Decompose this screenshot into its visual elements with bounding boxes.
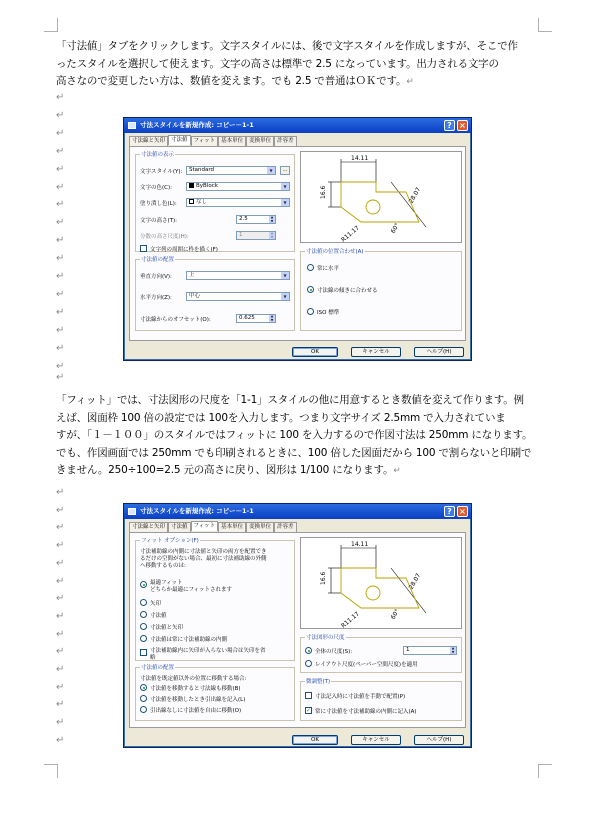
vertical-value: 上 <box>189 272 195 278</box>
crop-mark-top-left <box>44 18 58 32</box>
app-icon <box>128 508 136 515</box>
frame-checkbox[interactable] <box>140 245 147 252</box>
crop-mark-bottom-right <box>538 764 552 778</box>
frame-label: 文字列の周囲に枠を描く(F) <box>150 247 218 253</box>
paragraph-text-tab <box>56 38 536 92</box>
dimension-style-dialog-fit <box>123 503 472 748</box>
placement-option-label: 寸法値を移動したとき引出線を記入(L) <box>150 697 246 703</box>
tab-alternate-units[interactable]: 変換単位 <box>246 522 274 532</box>
group-fine-tuning <box>300 681 462 721</box>
spinner-icon[interactable]: ▲ ▼ <box>270 215 274 223</box>
fill-color-select[interactable] <box>186 198 290 207</box>
tab-lines-arrows[interactable]: 寸法線と矢印 <box>129 136 168 146</box>
text-color-select[interactable] <box>186 182 290 191</box>
paragraph-line: ったスタイルを選択して使えます。文字の高さは標準で 2.5 になっています。出力される文字の <box>56 57 499 70</box>
fit-option-label: 最適フィット どちらか最適にフィットされます <box>150 580 233 593</box>
dimension-preview-drawing <box>301 152 461 242</box>
placement-move-line-radio[interactable] <box>140 684 147 691</box>
preview-label: R11.17 <box>340 610 361 628</box>
spinner-icon[interactable]: ▲ ▼ <box>270 314 274 322</box>
color-swatch <box>189 183 194 188</box>
fraction-scale-input <box>236 231 276 240</box>
chevron-down-icon: ▼ <box>281 183 289 190</box>
offset-label: 寸法線からのオフセット(O): <box>140 317 211 323</box>
paragraph-mark: ↵ <box>56 610 65 622</box>
crop-mark-bottom-left <box>44 764 58 778</box>
align-option-label: 常に水平 <box>317 266 340 272</box>
placement-option-label: 引出線なしに寸法値を自由に移動(O) <box>150 708 242 714</box>
color-swatch <box>189 199 194 204</box>
preview-label: 16.6 <box>320 571 327 585</box>
paragraph-mark: ↵ <box>56 324 65 336</box>
group-title: 寸法値の配置 <box>141 257 175 263</box>
tab-panel <box>129 532 466 728</box>
help-button[interactable]: ヘルプ(H) <box>414 347 464 357</box>
paragraph-mark: ↵ <box>56 360 65 372</box>
paragraph-mark: ↵ <box>56 127 65 139</box>
ok-button[interactable]: OK <box>292 347 338 357</box>
preview-label: 60° <box>389 608 402 621</box>
paragraph-line: すが、「１－１００」のスタイルではフィットに 100 を入力するので作図寸法は 250mm になります。 <box>56 429 533 441</box>
paragraph-mark: ↵ <box>56 487 65 498</box>
group-text-alignment <box>300 251 462 331</box>
paragraph-mark: ↵ <box>56 699 65 711</box>
offset-input[interactable] <box>236 314 276 323</box>
tab-text[interactable]: 寸法値 <box>168 522 191 532</box>
text-style-select[interactable] <box>186 166 276 175</box>
text-placement-description: 寸法値を既定値以外の位置に移動する場合: <box>140 676 247 682</box>
paragraph-mark: ↵ <box>56 342 65 354</box>
layout-scale-radio[interactable] <box>305 660 312 667</box>
offset-value: 0.625 <box>239 315 255 321</box>
app-icon <box>128 122 136 129</box>
preview-label: 28.07 <box>407 186 423 205</box>
paragraph-mark: ↵ <box>56 522 65 534</box>
dimension-style-dialog-text <box>123 117 472 361</box>
fit-option-label: 寸法値と矢印 <box>150 625 184 631</box>
paragraph-fit-tab <box>56 392 536 481</box>
text-color-value: ByBlock <box>196 183 218 189</box>
group-title: フィット オプション(F) <box>141 538 199 544</box>
paragraph-mark: ↵ <box>56 163 65 175</box>
placement-option-label: 寸法値を移動すると寸法線も移動(B) <box>150 686 241 692</box>
text-height-label: 文字の高さ(T): <box>140 218 178 224</box>
preview-label: 60° <box>389 222 402 235</box>
overall-scale-radio[interactable] <box>305 647 312 654</box>
placement-free-radio[interactable] <box>140 706 147 713</box>
group-title: 寸法値の位置合わせ(A) <box>306 249 364 255</box>
paragraph-line: えば、図面枠 100 倍の設定では 100を入力します。つまり文字サイズ 2.5mm で入力されていま <box>56 411 506 424</box>
fit-best-radio[interactable] <box>140 581 147 588</box>
close-icon[interactable]: × <box>457 506 468 517</box>
align-iso-radio[interactable] <box>307 308 314 315</box>
fit-description: 寸法補助線の内側に寸法値と矢印の両方を配置できるだけの空間がない場合、最初に寸法補助線の外側へ移動するものは: <box>140 549 267 569</box>
tab-primary-units[interactable]: 基本単位 <box>218 136 246 146</box>
group-title: 寸法値の配置 <box>141 665 175 671</box>
cancel-button[interactable]: キャンセル <box>351 347 401 357</box>
paragraph-mark: ↵ <box>56 235 65 247</box>
paragraph-mark: ↵ <box>56 109 65 121</box>
preview-label: R11.17 <box>340 224 361 242</box>
text-height-input[interactable] <box>236 215 276 224</box>
fraction-scale-label: 分数の高さ尺度(H): <box>140 234 189 240</box>
paragraph-mark: ↵ <box>56 628 65 640</box>
tab-alternate-units[interactable]: 変換単位 <box>246 136 274 146</box>
tab-strip <box>129 136 297 146</box>
paragraph-mark: ↵ <box>56 181 65 193</box>
chevron-down-icon: ▼ <box>281 272 289 279</box>
paragraph-mark: ↵ <box>56 288 65 300</box>
paragraph-mark: ↵ <box>56 92 65 103</box>
text-style-browse-button[interactable]: … <box>280 166 290 175</box>
vertical-label: 垂直方向(V): <box>140 274 172 280</box>
group-text-placement <box>135 667 295 721</box>
paragraph-mark: ↵ <box>56 681 65 693</box>
tab-panel <box>129 146 466 341</box>
paragraph-mark: ↵ <box>56 253 65 265</box>
horizontal-label: 水平方向(Z): <box>140 295 172 301</box>
align-option-label: ISO 標準 <box>317 310 340 316</box>
group-title: 寸法値の表示 <box>141 152 175 158</box>
fill-color-value: なし <box>196 199 208 205</box>
text-height-value: 2.5 <box>239 216 248 222</box>
paragraph-mark: ↵ <box>56 372 65 383</box>
overall-scale-value: 1 <box>406 647 410 653</box>
cancel-button[interactable]: キャンセル <box>351 735 401 745</box>
suppress-arrows-label: 寸法補助線内に矢印が入らない場合は矢印を省略 <box>150 648 266 661</box>
manual-place-label: 寸法記入時に寸法値を手動で配置(P) <box>315 694 406 700</box>
align-option-label: 寸法線の傾きに合わせる <box>317 288 378 294</box>
tab-fit[interactable]: フィット <box>191 521 219 531</box>
crop-mark-top-right <box>538 18 552 32</box>
group-scale <box>300 637 462 673</box>
tab-tolerances[interactable]: 許容差 <box>274 522 297 532</box>
fit-always-inside-radio[interactable] <box>140 635 147 642</box>
spinner-icon[interactable]: ▲ ▼ <box>451 646 455 654</box>
paragraph-mark: ↵ <box>56 540 65 552</box>
placement-leader-radio[interactable] <box>140 695 147 702</box>
help-icon[interactable]: ? <box>444 120 455 131</box>
align-with-line-radio[interactable] <box>307 286 314 293</box>
preview-pane <box>300 151 462 243</box>
preview-label: 14.11 <box>351 155 369 162</box>
fit-text-radio[interactable] <box>140 611 147 618</box>
paragraph-mark: ↵ <box>56 557 65 569</box>
fill-color-label: 塗り潰し色(L): <box>140 201 177 207</box>
vertical-select[interactable] <box>186 271 290 280</box>
help-button[interactable]: ヘルプ(H) <box>414 735 464 745</box>
paragraph-mark: ↵ <box>56 664 65 675</box>
overall-scale-label: 全体の尺度(S): <box>315 649 353 655</box>
align-horizontal-radio[interactable] <box>307 264 314 271</box>
tab-fit[interactable]: フィット <box>191 136 219 146</box>
preview-label: 16.6 <box>320 185 327 199</box>
text-color-label: 文字の色(C): <box>140 185 172 191</box>
paragraph-mark: ↵ <box>56 306 65 318</box>
group-text-placement <box>135 259 295 331</box>
paragraph-line: 「寸法値」タブをクリックします。文字スタイルには、後で文字スタイルを作成しますが、そこで作 <box>56 40 518 52</box>
paragraph-mark: ↵ <box>56 734 65 746</box>
preview-label: 28.07 <box>407 572 423 591</box>
paragraph-mark: ↵ <box>56 504 65 516</box>
dialog-titlebar <box>124 504 471 519</box>
group-title: 寸法図形の尺度 <box>306 635 345 641</box>
dimension-preview-drawing <box>301 538 461 628</box>
manual-place-checkbox[interactable] <box>305 692 312 699</box>
group-fit-options <box>135 540 295 661</box>
paragraph-mark: ↵ <box>56 217 65 229</box>
paragraph-mark: ↵ <box>56 271 65 282</box>
fit-option-label: 寸法値は常に寸法補助線の内側 <box>150 637 228 643</box>
overall-scale-input[interactable] <box>403 646 457 655</box>
preview-pane <box>300 537 462 629</box>
fraction-scale-value: 1 <box>239 232 243 238</box>
paragraph-mark: ↵ <box>56 575 65 587</box>
paragraph-mark: ↵ <box>56 646 65 658</box>
always-draw-label: 常に寸法値を寸法補助線の内側に記入(A) <box>315 709 417 715</box>
tab-primary-units[interactable]: 基本単位 <box>218 522 246 532</box>
paragraph-mark: ↵ <box>56 145 65 157</box>
paragraph-mark: ↵ <box>56 593 65 605</box>
tab-text[interactable]: 寸法値 <box>168 135 191 145</box>
fit-arrows-radio[interactable] <box>140 599 147 606</box>
fit-option-label: 矢印 <box>150 601 162 607</box>
tab-lines-arrows[interactable]: 寸法線と矢印 <box>129 522 168 532</box>
text-style-value: Standard <box>189 167 215 173</box>
paragraph-line: 「フィット」では、寸法図形の尺度を「1-1」スタイルの他に用意するとき数値を変えて作ります。例 <box>56 394 524 406</box>
paragraph-line: 高さなので変更したい方は、数値を変えます。でも 2.5 で普通はＯＫです。↵ <box>56 75 414 87</box>
group-text-appearance <box>135 154 295 252</box>
paragraph-line: でも、作図画面では 250mm でも印刷されるときに、100 倍した図面だから 100 で割らないと印刷で <box>56 446 532 459</box>
horizontal-select[interactable] <box>186 292 290 301</box>
dialog-title: 寸法スタイルを新規作成: コピー－1-1 <box>140 121 254 129</box>
chevron-down-icon: ▼ <box>281 293 289 300</box>
preview-label: 14.11 <box>351 541 369 548</box>
fit-both-radio[interactable] <box>140 623 147 630</box>
horizontal-value: 中心 <box>189 293 201 299</box>
chevron-down-icon: ▼ <box>281 199 289 206</box>
tab-tolerances[interactable]: 許容差 <box>274 136 297 146</box>
fit-option-label: 寸法値 <box>150 613 167 619</box>
chevron-down-icon: ▼ <box>267 167 275 174</box>
always-draw-checkbox[interactable]: ✓ <box>306 707 312 714</box>
paragraph-mark: ↵ <box>56 199 65 211</box>
paragraph-mark: ↵ <box>56 717 65 729</box>
suppress-arrows-checkbox[interactable] <box>140 649 147 656</box>
tab-strip <box>129 522 297 532</box>
close-icon[interactable]: × <box>457 120 468 131</box>
group-title: 微調整(T) <box>306 679 331 685</box>
layout-scale-label: レイアウト尺度(ペーパー空間尺度)を適用 <box>315 662 418 668</box>
spinner-icon: ▲ ▼ <box>270 231 274 239</box>
dialog-title: 寸法スタイルを新規作成: コピー－1-1 <box>140 507 254 515</box>
ok-button[interactable]: OK <box>292 735 338 745</box>
text-style-label: 文字スタイル(Y): <box>140 169 183 175</box>
help-icon[interactable]: ? <box>444 506 455 517</box>
paragraph-line: きません。250÷100=2.5 元の高さに戻り、図形は 1/100 になります。↵ <box>56 464 401 476</box>
dialog-titlebar <box>124 118 471 133</box>
